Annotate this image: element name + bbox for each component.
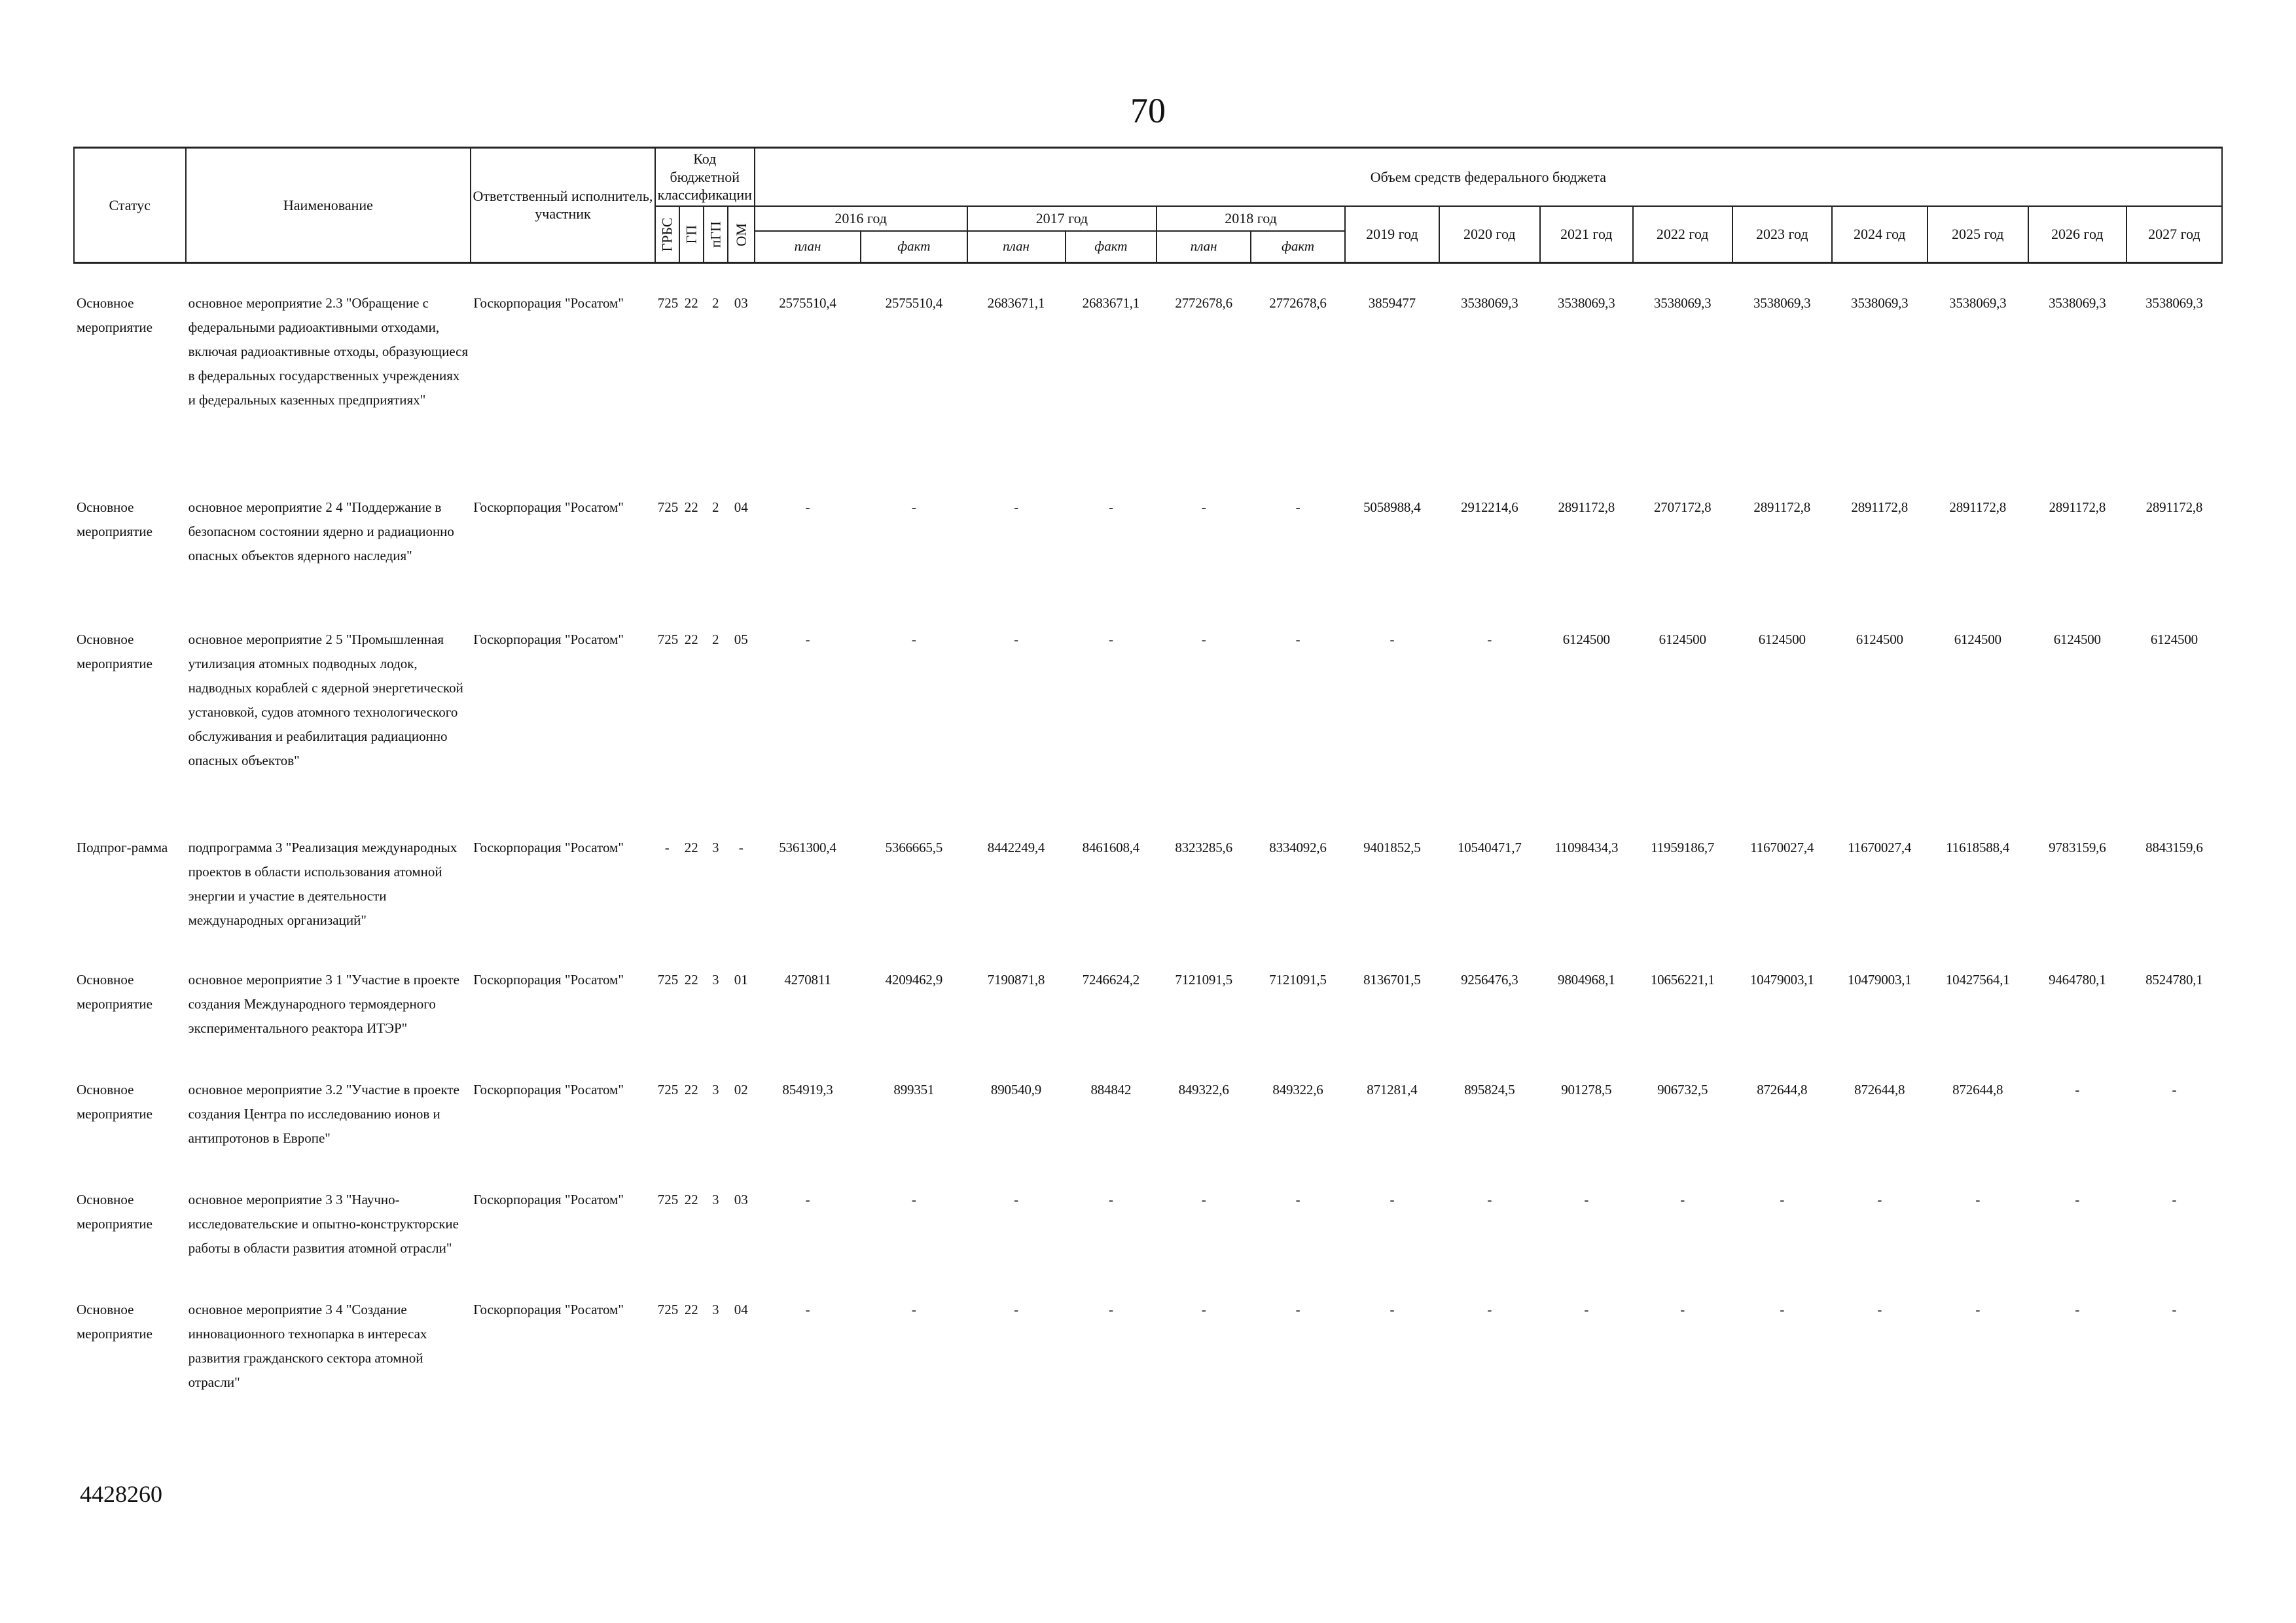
row-executor: Госкорпорация "Росатом" [473, 1081, 624, 1097]
row-value-2019: 8136701,5 [1363, 971, 1421, 988]
row-code-pgp: 3 [711, 1191, 719, 1207]
row-value-2027: - [2172, 1301, 2177, 1317]
row-value-2026: 2891172,8 [2049, 499, 2106, 515]
row-value-2025: 3538069,3 [1949, 294, 2007, 311]
row-value-2026: 9464780,1 [2049, 971, 2106, 988]
row-value-2020: - [1487, 1191, 1492, 1207]
row-value-2018-fact: - [1295, 631, 1300, 647]
row-value-2017-fact: 884842 [1090, 1081, 1132, 1097]
row-value-2023: 6124500 [1758, 631, 1806, 647]
row-value-2024: - [1877, 1301, 1882, 1317]
row-value-2024: 11670027,4 [1848, 839, 1912, 855]
row-value-2027: 6124500 [2150, 631, 2198, 647]
table-row [74, 495, 2222, 628]
row-status: Основное мероприятие [77, 294, 152, 335]
row-name: основное мероприятие 3 4 "Создание инновационного технопарка в интересах развития гражданского сектора атомной отрасли" [188, 1301, 427, 1390]
row-code-pgp: 3 [711, 1081, 719, 1097]
row-value-2017-fact: - [1108, 1191, 1113, 1207]
row-code-om: 03 [734, 294, 748, 311]
row-code-gp: 22 [684, 839, 698, 855]
header-executor: Ответственный исполнитель, участник [471, 148, 655, 263]
row-value-2027: - [2172, 1191, 2177, 1207]
row-value-2023: 872644,8 [1757, 1081, 1808, 1097]
row-value-2016-plan: 2575510,4 [779, 294, 836, 311]
header-code-pgp: пГП [704, 206, 728, 263]
row-name: основное мероприятие 2 5 "Промышленная утилизация атомных подводных лодок, надводных кораблей с ядерной энергетической установкой, судов атомного технологического обслуживания и реабилитация радиационно опасных объектов" [188, 631, 463, 768]
row-status: Основное мероприятие [77, 499, 152, 539]
header-year-2025: 2025 год [1928, 206, 2028, 263]
row-value-2026: 3538069,3 [2049, 294, 2106, 311]
row-code-pgp: 3 [711, 1301, 719, 1317]
row-status: Основное мероприятие [77, 1081, 152, 1122]
row-value-2017-plan: 2683671,1 [987, 294, 1045, 311]
header-year-2022: 2022 год [1633, 206, 1732, 263]
table-row [74, 1078, 2222, 1188]
row-value-2025: - [1975, 1301, 1981, 1317]
row-code-gp: 22 [684, 499, 698, 515]
row-name: основное мероприятие 2.3 "Обращение с федеральными радиоактивными отходами, включая радиоактивные отходы, образующиеся в федеральных государственных учреждениях и федеральных казенных предприятиях" [188, 294, 469, 408]
row-name: основное мероприятие 3.2 "Участие в проекте создания Центра по исследованию ионов и антипротонов в Европе" [188, 1081, 459, 1146]
budget-table [73, 147, 2223, 1402]
row-value-2021: 6124500 [1562, 631, 1610, 647]
table-body [74, 262, 2222, 1402]
row-value-2023: 3538069,3 [1753, 294, 1811, 311]
row-value-2022: 2707172,8 [1653, 499, 1712, 515]
row-value-2016-plan: - [805, 1301, 810, 1317]
table-row [74, 1298, 2222, 1402]
row-code-gp: 22 [684, 1301, 698, 1317]
row-value-2022: 10656221,1 [1650, 971, 1715, 988]
row-value-2020: 10540471,7 [1457, 839, 1522, 855]
row-value-2017-fact: 2683671,1 [1082, 294, 1140, 311]
table-row [74, 1188, 2222, 1298]
row-code-om: 04 [734, 1301, 748, 1317]
row-value-2025: - [1975, 1191, 1981, 1207]
row-value-2017-plan: - [1014, 631, 1018, 647]
header-year-2021: 2021 год [1540, 206, 1633, 263]
row-status: Основное мероприятие [77, 631, 152, 671]
row-code-om: 04 [734, 499, 748, 515]
row-value-2020: 3538069,3 [1461, 294, 1518, 311]
row-value-2021: 901278,5 [1561, 1081, 1612, 1097]
row-code-pgp: 2 [711, 294, 719, 311]
row-value-2025: 11618588,4 [1946, 839, 2010, 855]
row-value-2018-plan: - [1201, 499, 1206, 515]
row-code-gp: 22 [684, 1191, 698, 1207]
header-name: Наименование [186, 148, 471, 263]
row-value-2024: - [1877, 1191, 1882, 1207]
row-value-2020: 2912214,6 [1461, 499, 1518, 515]
row-code-grbs: - [664, 839, 670, 855]
row-name: основное мероприятие 3 3 "Научно-исследовательские и опытно-конструкторские работы в области развития атомной отрасли" [188, 1191, 459, 1256]
header-plan-2016: план [755, 231, 861, 263]
header-year-2027: 2027 год [2126, 206, 2222, 263]
row-value-2024: 2891172,8 [1851, 499, 1909, 515]
row-value-2022: 3538069,3 [1653, 294, 1712, 311]
row-value-2019: 871281,4 [1367, 1081, 1418, 1097]
row-value-2027: 2891172,8 [2145, 499, 2203, 515]
row-value-2016-plan: 5361300,4 [779, 839, 836, 855]
row-status: Подпрог-рамма [77, 839, 168, 855]
row-code-gp: 22 [684, 294, 698, 311]
row-value-2016-fact: - [911, 1301, 916, 1317]
table-row [74, 968, 2222, 1078]
row-executor: Госкорпорация "Росатом" [473, 631, 624, 647]
row-value-2022: 11959186,7 [1651, 839, 1715, 855]
row-value-2016-fact: 5366665,5 [885, 839, 943, 855]
row-value-2018-plan: 7121091,5 [1175, 971, 1232, 988]
row-value-2027: 8843159,6 [2145, 839, 2203, 855]
row-value-2026: 9783159,6 [2049, 839, 2106, 855]
row-value-2021: - [1584, 1191, 1589, 1207]
row-value-2018-plan: 8323285,6 [1175, 839, 1232, 855]
row-value-2016-fact: 4209462,9 [885, 971, 943, 988]
row-value-2025: 872644,8 [1952, 1081, 2003, 1097]
row-value-2024: 10479003,1 [1847, 971, 1912, 988]
row-value-2017-plan: 890540,9 [990, 1081, 1042, 1097]
row-code-pgp: 3 [711, 839, 719, 855]
row-code-gp: 22 [684, 971, 698, 988]
row-value-2026: - [2075, 1191, 2080, 1207]
row-value-2023: - [1780, 1301, 1785, 1317]
row-code-gp: 22 [684, 631, 698, 647]
row-code-pgp: 2 [711, 631, 719, 647]
row-executor: Госкорпорация "Росатом" [473, 839, 624, 855]
row-value-2018-fact: 7121091,5 [1269, 971, 1327, 988]
row-code-grbs: 725 [657, 1081, 679, 1097]
row-value-2017-plan: - [1014, 499, 1018, 515]
header-code-om: ОМ [728, 206, 755, 263]
row-value-2022: - [1680, 1191, 1685, 1207]
row-code-grbs: 725 [657, 1191, 679, 1207]
header-fact-2017: факт [1066, 231, 1157, 263]
header-code-group: Код бюджетной классификации [655, 148, 755, 206]
row-value-2017-fact: - [1108, 631, 1113, 647]
header-status: Статус [74, 148, 186, 263]
row-value-2019: - [1390, 1191, 1395, 1207]
row-executor: Госкорпорация "Росатом" [473, 499, 624, 515]
row-code-om: 02 [734, 1081, 748, 1097]
row-value-2020: - [1487, 631, 1492, 647]
header-year-2020: 2020 год [1439, 206, 1540, 263]
row-value-2017-fact: - [1108, 1301, 1113, 1317]
row-value-2020: 9256476,3 [1461, 971, 1518, 988]
row-value-2016-fact: - [911, 631, 916, 647]
row-value-2016-plan: 4270811 [784, 971, 831, 988]
table-row [74, 836, 2222, 968]
row-value-2016-fact: 2575510,4 [885, 294, 943, 311]
row-value-2025: 2891172,8 [1949, 499, 2007, 515]
row-value-2021: - [1584, 1301, 1589, 1317]
header-code-grbs: ГРБС [655, 206, 679, 263]
row-value-2016-plan: - [805, 631, 810, 647]
header-fact-2018: факт [1251, 231, 1345, 263]
header-year-2019: 2019 год [1345, 206, 1439, 263]
row-value-2016-plan: 854919,3 [782, 1081, 833, 1097]
row-value-2016-plan: - [805, 1191, 810, 1207]
row-value-2019: 9401852,5 [1363, 839, 1421, 855]
header-year-2016: 2016 год [755, 206, 967, 231]
row-name: подпрограмма 3 "Реализация международных проектов в области использования атомной энергии и участие в деятельности международных организаций" [188, 839, 457, 928]
row-value-2018-plan: 849322,6 [1178, 1081, 1229, 1097]
header-year-2018: 2018 год [1157, 206, 1345, 231]
row-code-grbs: 725 [657, 1301, 679, 1317]
row-code-grbs: 725 [657, 499, 679, 515]
row-value-2018-plan: - [1201, 631, 1206, 647]
row-value-2018-plan: 2772678,6 [1175, 294, 1232, 311]
table-row [74, 628, 2222, 836]
row-code-gp: 22 [684, 1081, 698, 1097]
row-executor: Госкорпорация "Росатом" [473, 294, 624, 311]
document-code: 4428260 [80, 1481, 162, 1507]
row-value-2019: - [1390, 631, 1395, 647]
row-value-2017-plan: - [1014, 1191, 1018, 1207]
row-value-2018-fact: 2772678,6 [1269, 294, 1327, 311]
row-code-grbs: 725 [657, 294, 679, 311]
row-value-2019: 3859477 [1368, 294, 1416, 311]
row-value-2017-fact: 8461608,4 [1082, 839, 1140, 855]
row-value-2027: - [2172, 1081, 2177, 1097]
row-code-om: 03 [734, 1191, 748, 1207]
row-value-2022: 6124500 [1659, 631, 1706, 647]
row-status: Основное мероприятие [77, 1191, 152, 1232]
row-value-2026: - [2075, 1301, 2080, 1317]
row-code-pgp: 3 [711, 971, 719, 988]
header-plan-2017: план [967, 231, 1066, 263]
row-value-2016-fact: - [911, 499, 916, 515]
row-value-2024: 6124500 [1856, 631, 1903, 647]
row-value-2024: 3538069,3 [1851, 294, 1909, 311]
row-code-om: 01 [734, 971, 748, 988]
row-value-2021: 11098434,3 [1554, 839, 1619, 855]
row-executor: Госкорпорация "Росатом" [473, 1191, 624, 1207]
row-value-2018-fact: - [1295, 1191, 1300, 1207]
row-executor: Госкорпорация "Росатом" [473, 1301, 624, 1317]
header-year-2024: 2024 год [1832, 206, 1928, 263]
row-value-2023: 10479003,1 [1749, 971, 1814, 988]
row-value-2022: 906732,5 [1657, 1081, 1708, 1097]
row-value-2027: 3538069,3 [2145, 294, 2203, 311]
row-value-2017-fact: - [1108, 499, 1113, 515]
header-year-2017: 2017 год [967, 206, 1157, 231]
row-name: основное мероприятие 2 4 "Поддержание в безопасном состоянии ядерно и радиационно опасных объектов ядерного наследия" [188, 499, 454, 563]
row-value-2017-fact: 7246624,2 [1082, 971, 1140, 988]
header-plan-2018: план [1157, 231, 1251, 263]
row-value-2027: 8524780,1 [2145, 971, 2203, 988]
header-code-gp: ГП [679, 206, 704, 263]
row-code-grbs: 725 [657, 971, 679, 988]
table-row [74, 262, 2222, 495]
row-value-2016-fact: - [911, 1191, 916, 1207]
row-value-2017-plan: 8442249,4 [987, 839, 1045, 855]
row-value-2018-fact: 8334092,6 [1269, 839, 1327, 855]
row-code-om: - [738, 839, 744, 855]
row-executor: Госкорпорация "Росатом" [473, 971, 624, 988]
row-code-grbs: 725 [657, 631, 679, 647]
row-name: основное мероприятие 3 1 "Участие в проекте создания Международного термоядерного экспериментального реактора ИТЭР" [188, 971, 459, 1036]
page-number: 70 [1130, 91, 1166, 130]
row-status: Основное мероприятие [77, 1301, 152, 1342]
row-value-2023: - [1780, 1191, 1785, 1207]
row-value-2022: - [1680, 1301, 1685, 1317]
header-volume-group: Объем средств федерального бюджета [755, 148, 2222, 206]
row-code-pgp: 2 [711, 499, 719, 515]
row-value-2018-fact: 849322,6 [1272, 1081, 1323, 1097]
row-value-2021: 2891172,8 [1558, 499, 1615, 515]
row-value-2018-fact: - [1295, 499, 1300, 515]
row-value-2023: 11670027,4 [1750, 839, 1814, 855]
header-year-2026: 2026 год [2028, 206, 2126, 263]
row-value-2018-plan: - [1201, 1191, 1206, 1207]
row-value-2019: - [1390, 1301, 1395, 1317]
row-value-2018-fact: - [1295, 1301, 1300, 1317]
row-value-2016-plan: - [805, 499, 810, 515]
row-status: Основное мероприятие [77, 971, 152, 1012]
row-value-2019: 5058988,4 [1363, 499, 1421, 515]
row-value-2026: 6124500 [2053, 631, 2101, 647]
row-value-2017-plan: - [1014, 1301, 1018, 1317]
row-value-2025: 6124500 [1954, 631, 2001, 647]
row-value-2017-plan: 7190871,8 [987, 971, 1045, 988]
row-value-2016-fact: 899351 [893, 1081, 935, 1097]
header-year-2023: 2023 год [1732, 206, 1832, 263]
row-value-2021: 9804968,1 [1558, 971, 1615, 988]
row-value-2025: 10427564,1 [1945, 971, 2010, 988]
row-value-2024: 872644,8 [1854, 1081, 1905, 1097]
row-value-2020: - [1487, 1301, 1492, 1317]
header-fact-2016: факт [861, 231, 967, 263]
row-value-2026: - [2075, 1081, 2080, 1097]
row-value-2018-plan: - [1201, 1301, 1206, 1317]
row-value-2021: 3538069,3 [1558, 294, 1615, 311]
row-code-om: 05 [734, 631, 748, 647]
row-value-2020: 895824,5 [1464, 1081, 1515, 1097]
row-value-2023: 2891172,8 [1753, 499, 1811, 515]
